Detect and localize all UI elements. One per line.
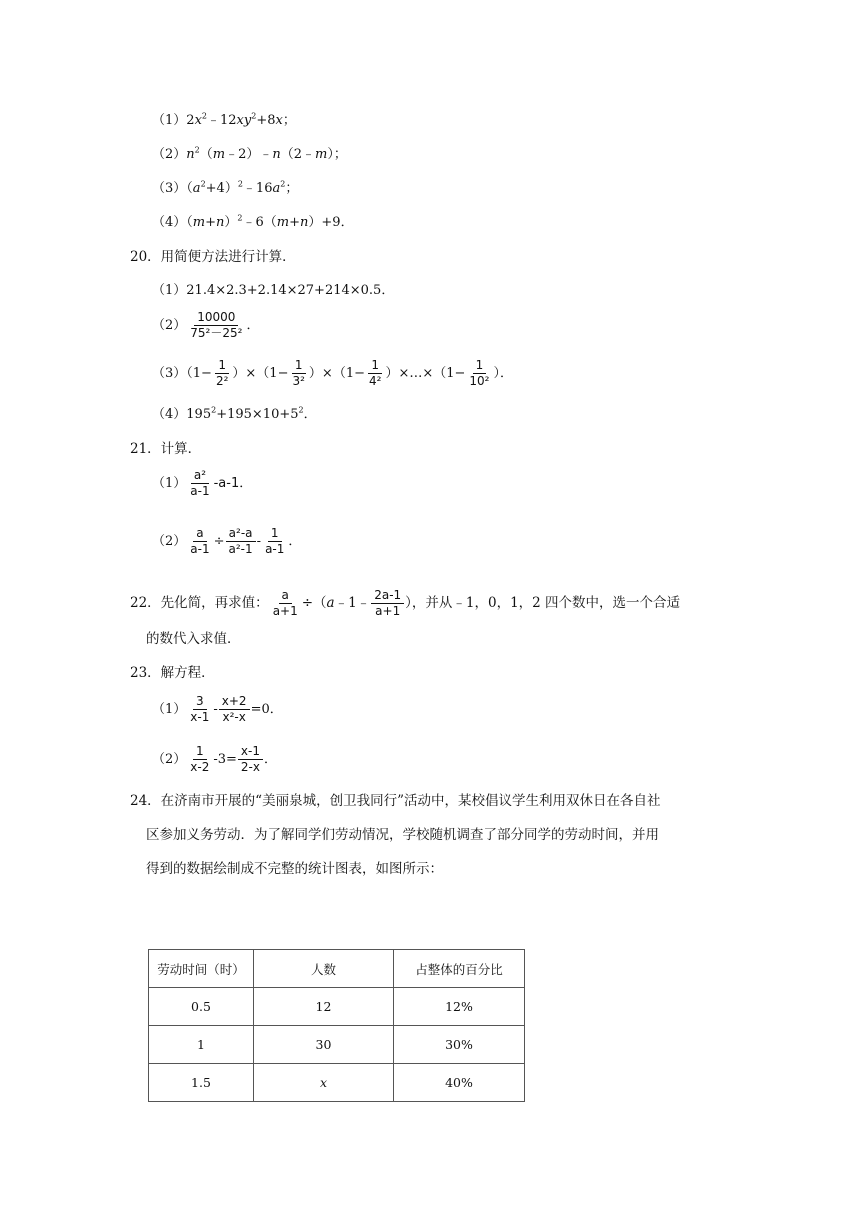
- header-cell: 人数: [254, 950, 394, 988]
- labor-time-table: [148, 949, 525, 1102]
- q22-line1: 22．先化简，再求值： $\frac{a}{a+1}$ ÷（a﹣1﹣ $\frac{2a-1}{a+1}$ ），并从﹣1，0，1，2 四个数中，选一个合适: [130, 588, 681, 618]
- table-cell: 30%: [394, 1026, 525, 1064]
- q23-part2: （2） $\frac{1}{x-2}$ -3= $\frac{x-1}{2-x}$ ．: [152, 744, 278, 774]
- table-cell: 30: [254, 1026, 394, 1064]
- q23-title: 23．解方程．: [130, 665, 215, 681]
- q19-part2: $(2)n^2(m﹣2)﹣n(2﹣m)$；: [152, 145, 347, 162]
- q22-line2: 的数代入求值．: [146, 631, 241, 647]
- q20-title: 20．用简便方法进行计算．: [130, 249, 296, 265]
- table-row: [149, 988, 525, 1026]
- q24-line1: 24．在济南市开展的“美丽泉城，创卫我同行”活动中，某校倡议学生利用双休日在各自社: [130, 793, 661, 809]
- q21-part1: （1） $\frac{\text{a²}}{a-1}$ -a-1．: [152, 468, 253, 498]
- table-cell: 0.5: [149, 988, 254, 1026]
- q21-part2: （2） $\frac{a}{a-1}$ ÷ $\frac{\text{a²-a}}{\text{a²-1}}$ - $\frac{1}{a-1}$ ．: [152, 526, 302, 556]
- fraction: $\frac{10000}{\text{75²－25²}}$: [190, 310, 243, 340]
- table-cell: 12: [254, 988, 394, 1026]
- table-cell: 12%: [394, 988, 525, 1026]
- table-cell: 1: [149, 1026, 254, 1064]
- table-row: [149, 1026, 525, 1064]
- q20-part3: （3）（1− $\frac{1}{\text{2²}}$ ）×（1− $\frac{1}{\text{3²}}$ ）×（1− $\frac{1}{\text{4²}}$ ）×…×（1− $\frac{1}{\text{10²}}$ ）．: [152, 358, 513, 388]
- header-cell: 占整体的百分比: [394, 950, 525, 988]
- table-cell: 40%: [394, 1064, 525, 1102]
- q19-part1: $(1)2x^2﹣12xy^2+8x$；: [152, 111, 296, 128]
- q21-title: 21．计算．: [130, 441, 202, 457]
- table-header-row: [149, 950, 525, 988]
- q23-part1: （1） $\frac{3}{x-1}$ - $\frac{x+2}{\text{x²-x}}$ =0．: [152, 694, 283, 724]
- q24-line3: 得到的数据绘制成不完整的统计图表，如图所示：: [146, 861, 443, 877]
- table-row: [149, 1064, 525, 1102]
- header-cell: 劳动时间（时）: [149, 950, 254, 988]
- table-cell: x: [254, 1064, 394, 1102]
- q20-part2: （2） $\frac{10000}{\text{75²－25²}}$ ．: [152, 310, 260, 340]
- table-cell: 1.5: [149, 1064, 254, 1102]
- q20-part4: $(4)195^2+195\times 10+5^2$．: [152, 405, 317, 422]
- q19-part3: $(3)(a^2+4)^2﹣16a^2$；: [152, 179, 299, 196]
- q20-part1: （1）21.4×2.3+2.14×27+214×0.5．: [152, 283, 395, 298]
- q19-part4: $(4)(m+n)^2﹣6(m+n)+9$．: [152, 213, 354, 230]
- q24-line2: 区参加义务劳动．为了解同学们劳动情况，学校随机调查了部分同学的劳动时间，并用: [146, 827, 659, 843]
